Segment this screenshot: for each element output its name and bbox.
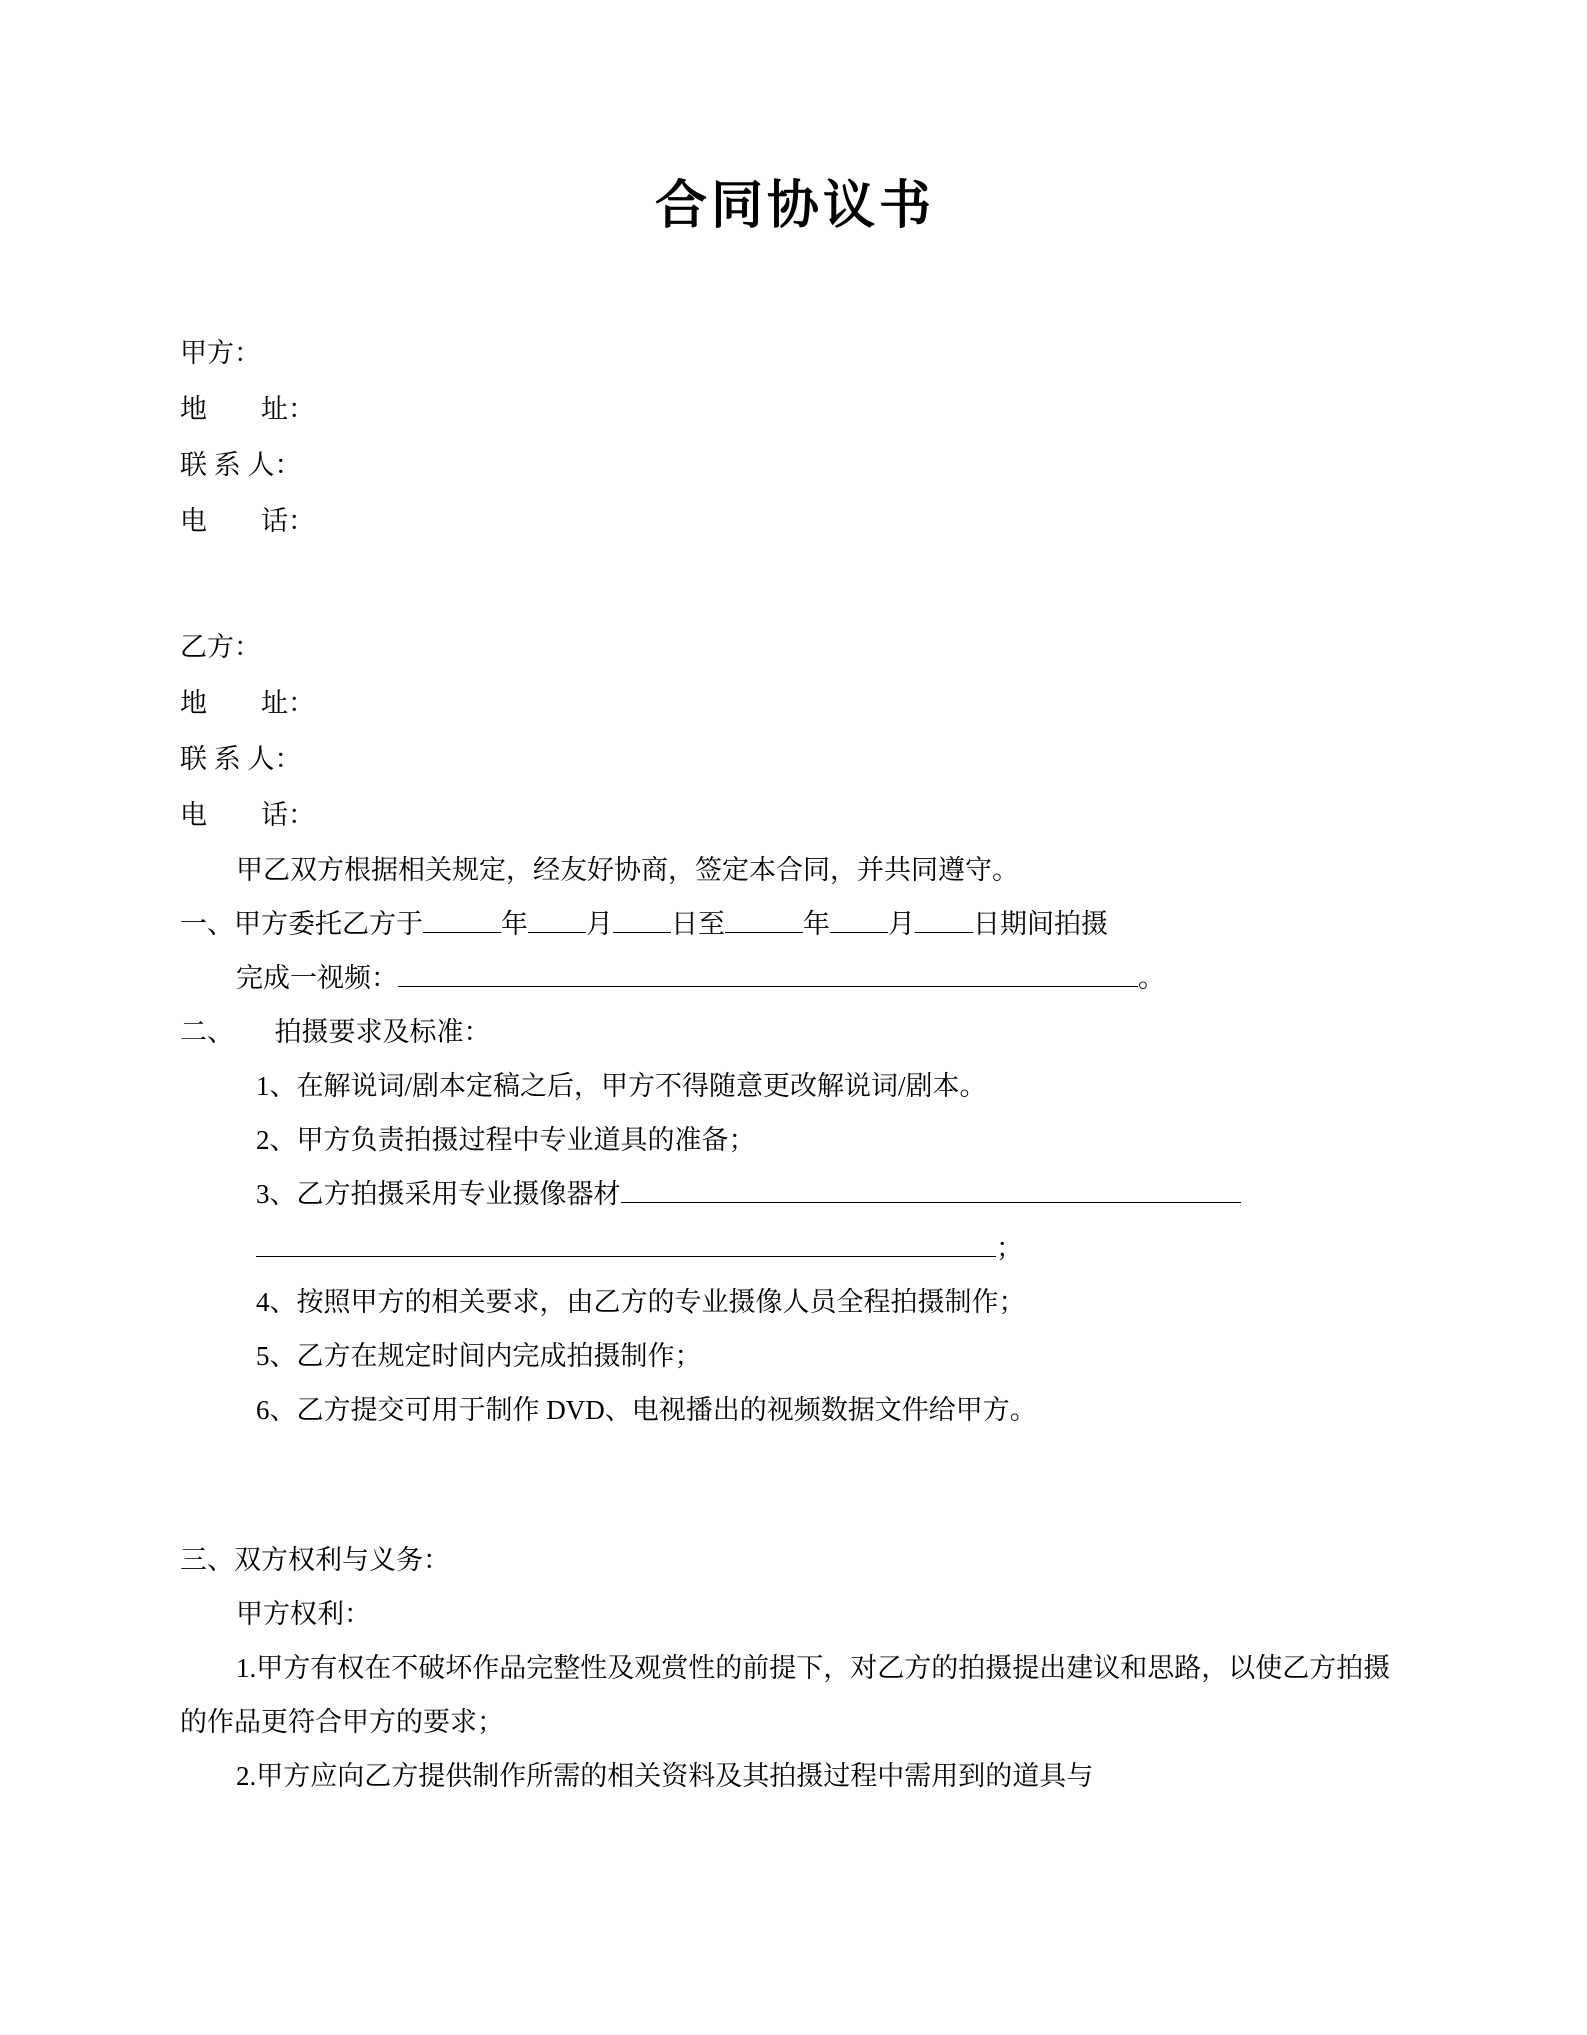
clause-two-item-3-continuation — [180, 1221, 1410, 1275]
date-blank-year-start[interactable] — [423, 932, 501, 933]
equipment-blank-line1[interactable] — [621, 1202, 1241, 1203]
clause-one-prefix: 一、甲方委托乙方于 — [180, 909, 423, 940]
clause-three-subheading: 甲方权利： — [236, 1599, 371, 1630]
clause-one-seg5: 月 — [888, 909, 915, 940]
party-b-phone-label: 电 话： — [180, 800, 315, 831]
party-b-block — [180, 619, 1410, 843]
clause-two-item-3-text: 3、乙方拍摄采用专业摄像器材 — [256, 1179, 621, 1210]
party-b-name-label: 乙方： — [180, 632, 261, 663]
party-b-address-label: 地 址： — [180, 688, 315, 719]
page-title: 合同协议书 — [654, 177, 935, 235]
date-blank-year-end[interactable] — [725, 932, 803, 933]
party-a-block — [180, 325, 1410, 549]
video-name-blank[interactable] — [398, 986, 1138, 987]
equipment-blank-line2[interactable] — [256, 1256, 996, 1257]
clause-three-item-1: 1.甲方有权在不破坏作品完整性及观赏性的前提下，对乙方的拍摄提出建议和思路，以使乙方拍摄的作品更符合甲方的要求； — [180, 1653, 1391, 1738]
clause-two-item-3 — [180, 1167, 1410, 1221]
clause-one-seg3: 日至 — [671, 909, 725, 940]
clause-one-line2-prefix: 完成一视频： — [236, 963, 398, 994]
clause-one-line2-suffix: 。 — [1138, 963, 1165, 994]
party-a-address-label: 地 址： — [180, 394, 315, 425]
party-a-name-label: 甲方： — [180, 338, 261, 369]
date-blank-month-start[interactable] — [528, 932, 586, 933]
clause-two-item-6: 6、乙方提交可用于制作 DVD、电视播出的视频数据文件给甲方。 — [256, 1395, 1037, 1426]
party-a-phone-label: 电 话： — [180, 506, 315, 537]
section-gap — [180, 1437, 1410, 1533]
clause-two-item-1: 1、在解说词/剧本定稿之后，甲方不得随意更改解说词/剧本。 — [256, 1071, 987, 1102]
document-body — [180, 0, 1410, 1803]
clause-two-item-2: 2、甲方负责拍摄过程中专业道具的准备； — [256, 1125, 756, 1156]
party-b-contact-label: 联 系 人： — [180, 744, 302, 775]
clause-two-heading: 二、 拍摄要求及标准： — [180, 1017, 491, 1048]
clause-two-item-3-suffix: ； — [996, 1233, 1023, 1264]
clause-one-seg2: 月 — [586, 909, 613, 940]
title-spacer — [180, 237, 1410, 325]
clause-one-seg6: 日期间拍摄 — [973, 909, 1108, 940]
preamble-paragraph: 甲乙双方根据相关规定，经友好协商，签定本合同，并共同遵守。 — [236, 855, 1019, 886]
date-blank-day-end[interactable] — [915, 932, 973, 933]
clause-one-line1 — [180, 897, 1410, 951]
clause-two-item-4: 4、按照甲方的相关要求，由乙方的专业摄像人员全程拍摄制作； — [256, 1287, 1026, 1318]
date-blank-day-start[interactable] — [613, 932, 671, 933]
clause-three-heading: 三、双方权利与义务： — [180, 1545, 450, 1576]
date-blank-month-end[interactable] — [830, 932, 888, 933]
clause-three-item-2: 2.甲方应向乙方提供制作所需的相关资料及其拍摄过程中需用到的道具与 — [236, 1761, 1094, 1792]
clause-one-seg1: 年 — [501, 909, 528, 940]
party-gap — [180, 549, 1410, 619]
clause-two-item-5: 5、乙方在规定时间内完成拍摄制作； — [256, 1341, 702, 1372]
clause-one-seg4: 年 — [803, 909, 830, 940]
clause-one-line2 — [180, 951, 1410, 1005]
party-a-contact-label: 联 系 人： — [180, 450, 302, 481]
